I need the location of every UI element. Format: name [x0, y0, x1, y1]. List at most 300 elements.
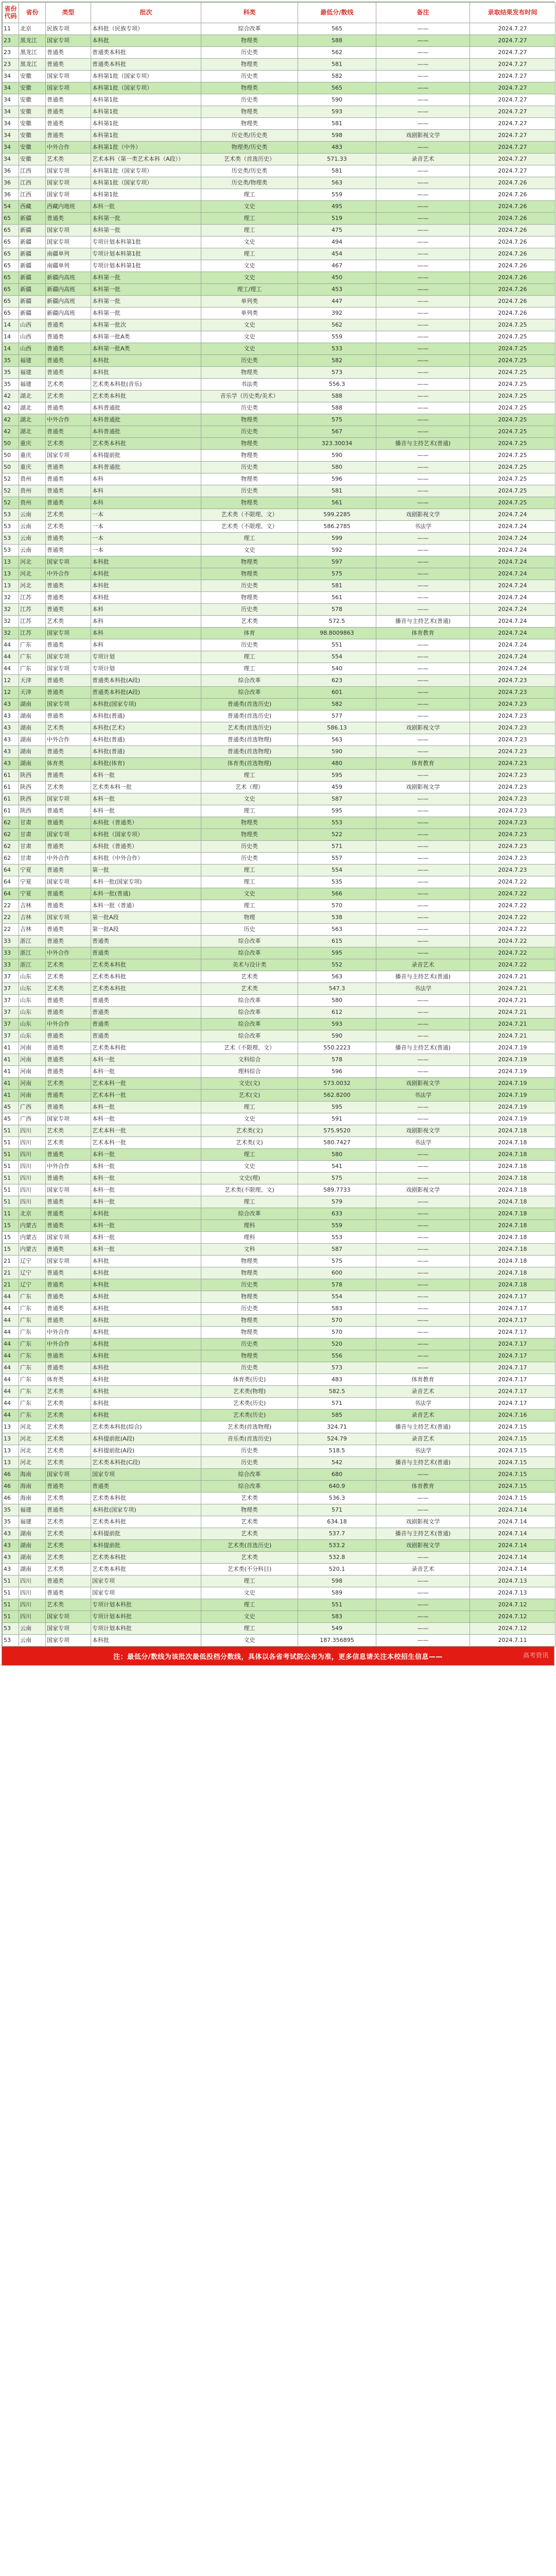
batch-cell: 本科 — [91, 628, 201, 639]
score-cell: 565 — [298, 23, 376, 35]
score-cell: 588 — [298, 35, 376, 47]
note-cell: —— — [376, 663, 470, 675]
score-cell: 561 — [298, 592, 376, 604]
type-cell: 艺术类 — [46, 1564, 91, 1575]
batch-cell: 一本 — [91, 533, 201, 545]
table-row — [3, 770, 555, 782]
table-row — [3, 959, 555, 971]
province-code-cell: 44 — [3, 1362, 19, 1374]
batch-cell: 本科批 — [91, 1256, 201, 1267]
subject-cell: 文史 — [201, 545, 298, 556]
type-cell: 中外合作 — [46, 734, 91, 746]
date-cell: 2024.7.23 — [470, 817, 555, 829]
type-cell: 国家专项 — [46, 1611, 91, 1623]
date-cell: 2024.7.24 — [470, 568, 555, 580]
province-cell: 河北 — [19, 568, 46, 580]
province-code-cell: 21 — [3, 1279, 19, 1291]
score-cell: 562.8200 — [298, 1090, 376, 1101]
table-row — [3, 746, 555, 758]
score-cell: 522 — [298, 829, 376, 841]
table-header — [3, 3, 555, 23]
note-cell: —— — [376, 47, 470, 59]
type-cell: 普通类 — [46, 331, 91, 343]
province-code-cell: 62 — [3, 829, 19, 841]
type-cell: 普通类 — [46, 47, 91, 59]
batch-cell: 艺术类本科批 — [91, 1516, 201, 1528]
province-cell: 山东 — [19, 1030, 46, 1042]
type-cell: 普通类 — [46, 1587, 91, 1599]
type-cell: 普通类 — [46, 545, 91, 556]
subject-cell: 物理类 — [201, 414, 298, 426]
note-cell: 录音艺术 — [376, 154, 470, 165]
type-cell: 普通类 — [46, 1362, 91, 1374]
province-code-cell: 42 — [3, 426, 19, 438]
note-cell: —— — [376, 1279, 470, 1291]
date-cell: 2024.7.18 — [470, 1244, 555, 1256]
batch-cell: 本科批 — [91, 355, 201, 367]
province-code-cell: 13 — [3, 1445, 19, 1457]
note-cell: —— — [376, 1054, 470, 1066]
batch-cell: 本科一批 — [91, 1244, 201, 1256]
subject-cell: 艺术（理） — [201, 782, 298, 793]
batch-cell: 本科第一批 — [91, 272, 201, 284]
type-cell: 国家专项 — [46, 71, 91, 82]
date-cell: 2024.7.26 — [470, 213, 555, 225]
score-cell: 575 — [298, 568, 376, 580]
table-row — [3, 1196, 555, 1208]
subject-cell: 艺术类（不限理、文） — [201, 521, 298, 533]
type-cell: 国家专项 — [46, 876, 91, 888]
table-row — [3, 1054, 555, 1066]
batch-cell: 艺术类本科批 — [91, 971, 201, 983]
date-cell: 2024.7.23 — [470, 699, 555, 710]
date-cell: 2024.7.27 — [470, 154, 555, 165]
batch-cell: 本科第一批次 — [91, 319, 201, 331]
batch-cell: 本科批 — [91, 1303, 201, 1315]
subject-cell: 艺术类(不限理、文) — [201, 1184, 298, 1196]
province-cell: 山东 — [19, 983, 46, 995]
note-cell: —— — [376, 1149, 470, 1161]
province-code-cell: 50 — [3, 450, 19, 462]
type-cell: 普通类 — [46, 1350, 91, 1362]
subject-cell: 文科 — [201, 1244, 298, 1256]
table-row — [3, 308, 555, 319]
type-cell: 艺术类 — [46, 959, 91, 971]
note-cell: —— — [376, 900, 470, 912]
table-row — [3, 533, 555, 545]
province-code-cell: 34 — [3, 154, 19, 165]
province-cell: 辽宁 — [19, 1279, 46, 1291]
date-cell: 2024.7.27 — [470, 82, 555, 94]
date-cell: 2024.7.17 — [470, 1327, 555, 1338]
subject-cell: 理工 — [201, 1623, 298, 1635]
note-cell: 播音与主持艺术(普通) — [376, 1421, 470, 1433]
table-row — [3, 971, 555, 983]
table-row — [3, 699, 555, 710]
province-code-cell: 12 — [3, 675, 19, 687]
note-cell: —— — [376, 1350, 470, 1362]
subject-cell: 理工 — [201, 663, 298, 675]
date-cell: 2024.7.18 — [470, 1184, 555, 1196]
province-code-cell: 50 — [3, 462, 19, 473]
note-cell: —— — [376, 1267, 470, 1279]
subject-cell: 物理类 — [201, 1256, 298, 1267]
province-code-cell: 14 — [3, 343, 19, 355]
subject-cell: 理工 — [201, 1149, 298, 1161]
footer-text: 注：最低分/数线为该批次最低投档分数线，具体以各省考试院公布为准，更多信息请关注本校招生信息—— — [113, 1653, 443, 1661]
province-cell: 广东 — [19, 1362, 46, 1374]
type-cell: 普通类 — [46, 639, 91, 651]
subject-cell: 艺术类（首选历史） — [201, 154, 298, 165]
table-row — [3, 1374, 555, 1386]
province-code-cell: 15 — [3, 1220, 19, 1232]
province-cell: 湖南 — [19, 1540, 46, 1552]
subject-cell: 理工 — [201, 1101, 298, 1113]
note-cell: —— — [376, 746, 470, 758]
type-cell: 普通类 — [46, 865, 91, 876]
table-row — [3, 130, 555, 142]
subject-cell: 艺术类 — [201, 616, 298, 628]
province-cell: 海南 — [19, 1469, 46, 1481]
subject-cell: 物理类 — [201, 1504, 298, 1516]
type-cell: 普通类 — [46, 1101, 91, 1113]
note-cell: 戏剧影视文学 — [376, 722, 470, 734]
table-row — [3, 1350, 555, 1362]
province-cell: 新疆 — [19, 248, 46, 260]
note-cell: 体育教育 — [376, 758, 470, 770]
subject-cell: 综合改革 — [201, 1019, 298, 1030]
type-cell: 普通类 — [46, 805, 91, 817]
province-code-cell: 44 — [3, 651, 19, 663]
table-row — [3, 1481, 555, 1493]
score-cell: 551 — [298, 1599, 376, 1611]
subject-cell: 文史 — [201, 1161, 298, 1173]
type-cell: 普通类 — [46, 1267, 91, 1279]
score-cell: 575 — [298, 414, 376, 426]
batch-cell: 本科一批 — [91, 793, 201, 805]
batch-cell: 一本 — [91, 509, 201, 521]
batch-cell: 本科批（普通类） — [91, 817, 201, 829]
table-row — [3, 995, 555, 1007]
table-row — [3, 592, 555, 604]
province-code-cell: 23 — [3, 47, 19, 59]
date-cell: 2024.7.24 — [470, 580, 555, 592]
subject-cell: 物理类 — [201, 450, 298, 462]
batch-cell: 本科普通批 — [91, 402, 201, 414]
date-cell: 2024.7.23 — [470, 675, 555, 687]
subject-cell: 理工 — [201, 876, 298, 888]
province-code-cell: 34 — [3, 94, 19, 106]
subject-cell: 物理类 — [201, 556, 298, 568]
type-cell: 艺术类 — [46, 1398, 91, 1410]
score-cell: 586.13 — [298, 722, 376, 734]
table-row — [3, 1303, 555, 1315]
table-row — [3, 1113, 555, 1125]
date-cell: 2024.7.23 — [470, 722, 555, 734]
table-row — [3, 1540, 555, 1552]
table-row — [3, 1493, 555, 1504]
table-row — [3, 82, 555, 94]
type-cell: 国家专项 — [46, 165, 91, 177]
table-row — [3, 1445, 555, 1457]
date-cell: 2024.7.18 — [470, 1267, 555, 1279]
province-code-cell: 65 — [3, 248, 19, 260]
batch-cell: 专项计划本科第1批 — [91, 236, 201, 248]
date-cell: 2024.7.13 — [470, 1587, 555, 1599]
batch-cell: 本科第一批A类 — [91, 331, 201, 343]
score-cell: 562 — [298, 319, 376, 331]
score-cell: 573 — [298, 1362, 376, 1374]
batch-cell: 本科批 — [91, 580, 201, 592]
type-cell: 普通类 — [46, 1149, 91, 1161]
date-cell: 2024.7.27 — [470, 130, 555, 142]
note-cell: 体育教育 — [376, 1481, 470, 1493]
subject-cell: 物理类 — [201, 82, 298, 94]
note-cell: 播音与主持艺术(普通) — [376, 1457, 470, 1469]
type-cell: 艺术类 — [46, 1421, 91, 1433]
score-cell: 580 — [298, 995, 376, 1007]
header-row — [3, 3, 555, 23]
batch-cell: 艺术类本科批 — [91, 438, 201, 450]
note-cell: —— — [376, 485, 470, 497]
date-cell: 2024.7.19 — [470, 1042, 555, 1054]
batch-cell: 本科批 — [91, 367, 201, 379]
table-row — [3, 201, 555, 213]
note-cell: —— — [376, 367, 470, 379]
date-cell: 2024.7.27 — [470, 165, 555, 177]
table-row — [3, 154, 555, 165]
subject-cell: 历史类 — [201, 639, 298, 651]
date-cell: 2024.7.18 — [470, 1137, 555, 1149]
date-cell: 2024.7.23 — [470, 770, 555, 782]
type-cell: 国家专项 — [46, 177, 91, 189]
province-cell: 广东 — [19, 1338, 46, 1350]
subject-cell: 文史 — [201, 343, 298, 355]
table-row — [3, 1267, 555, 1279]
batch-cell: 国家专项 — [91, 1587, 201, 1599]
subject-cell: 历史类 — [201, 1445, 298, 1457]
batch-cell: 本科第1批 — [91, 94, 201, 106]
subject-cell: 物理类 — [201, 1350, 298, 1362]
admission-score-table — [2, 2, 555, 1647]
note-cell: —— — [376, 296, 470, 308]
province-code-cell: 33 — [3, 959, 19, 971]
table-row — [3, 1244, 555, 1256]
province-code-cell: 65 — [3, 308, 19, 319]
score-cell: 579 — [298, 1196, 376, 1208]
score-cell: 577 — [298, 710, 376, 722]
date-cell: 2024.7.26 — [470, 296, 555, 308]
type-cell: 国家专项 — [46, 236, 91, 248]
table-row — [3, 1552, 555, 1564]
province-cell: 浙江 — [19, 947, 46, 959]
table-row — [3, 1516, 555, 1528]
subject-cell: 艺术类 — [201, 983, 298, 995]
table-row — [3, 983, 555, 995]
batch-cell: 本科第1批（国家专项） — [91, 177, 201, 189]
type-cell: 普通类 — [46, 1481, 91, 1493]
note-cell: —— — [376, 402, 470, 414]
batch-cell: 普通类 — [91, 995, 201, 1007]
subject-cell: 文史 — [201, 319, 298, 331]
province-code-cell: 65 — [3, 213, 19, 225]
note-cell: 书法学 — [376, 1137, 470, 1149]
subject-cell: 文史 — [201, 236, 298, 248]
province-cell: 河南 — [19, 1078, 46, 1090]
note-cell: —— — [376, 177, 470, 189]
subject-cell: 艺术类 — [201, 971, 298, 983]
province-cell: 河北 — [19, 556, 46, 568]
province-cell: 江西 — [19, 189, 46, 201]
note-cell: —— — [376, 343, 470, 355]
note-cell: —— — [376, 675, 470, 687]
note-cell: —— — [376, 1469, 470, 1481]
note-cell: —— — [376, 59, 470, 71]
score-cell: 592 — [298, 545, 376, 556]
province-cell: 陕西 — [19, 770, 46, 782]
province-code-cell: 41 — [3, 1054, 19, 1066]
note-cell: 书法学 — [376, 1398, 470, 1410]
score-cell: 581 — [298, 59, 376, 71]
note-cell: —— — [376, 236, 470, 248]
type-cell: 普通类 — [46, 888, 91, 900]
subject-cell: 物理类 — [201, 367, 298, 379]
table-row — [3, 1279, 555, 1291]
table-row — [3, 272, 555, 284]
province-cell: 江西 — [19, 165, 46, 177]
type-cell: 国家专项 — [46, 663, 91, 675]
type-cell: 艺术类 — [46, 782, 91, 793]
date-cell: 2024.7.18 — [470, 1232, 555, 1244]
note-cell: —— — [376, 1030, 470, 1042]
type-cell: 普通类 — [46, 1504, 91, 1516]
note-cell: —— — [376, 1635, 470, 1647]
province-cell: 广东 — [19, 1386, 46, 1398]
subject-cell: 理工 — [201, 189, 298, 201]
subject-cell: 理工 — [201, 1599, 298, 1611]
province-cell: 云南 — [19, 521, 46, 533]
table-row — [3, 379, 555, 391]
score-cell: 578 — [298, 604, 376, 616]
table-row — [3, 450, 555, 462]
note-cell: 戏剧影视文学 — [376, 782, 470, 793]
date-cell: 2024.7.24 — [470, 663, 555, 675]
table-row — [3, 355, 555, 367]
type-cell: 普通类 — [46, 580, 91, 592]
date-cell: 2024.7.26 — [470, 189, 555, 201]
date-cell: 2024.7.15 — [470, 1481, 555, 1493]
date-cell: 2024.7.22 — [470, 959, 555, 971]
note-cell: —— — [376, 912, 470, 924]
type-cell: 艺术类 — [46, 438, 91, 450]
province-cell: 湖南 — [19, 758, 46, 770]
batch-cell: 第一批 — [91, 865, 201, 876]
province-cell: 四川 — [19, 1161, 46, 1173]
province-cell: 湖北 — [19, 426, 46, 438]
province-code-cell: 53 — [3, 533, 19, 545]
note-cell: —— — [376, 876, 470, 888]
batch-cell: 本科批 — [91, 592, 201, 604]
type-cell: 普通类 — [46, 533, 91, 545]
date-cell: 2024.7.15 — [470, 1457, 555, 1469]
score-cell: 392 — [298, 308, 376, 319]
province-code-cell: 53 — [3, 1623, 19, 1635]
batch-cell: 艺术本科一批 — [91, 1137, 201, 1149]
batch-cell: 本科一批(普通) — [91, 888, 201, 900]
note-cell: —— — [376, 82, 470, 94]
province-cell: 广西 — [19, 1101, 46, 1113]
subject-cell: 物理类 — [201, 568, 298, 580]
subject-cell: 艺术类 — [201, 1528, 298, 1540]
table-row — [3, 758, 555, 770]
type-cell: 国家专项 — [46, 1113, 91, 1125]
province-code-cell: 11 — [3, 23, 19, 35]
batch-cell: 本科提前批(A段) — [91, 1433, 201, 1445]
score-cell: 559 — [298, 189, 376, 201]
table-row — [3, 1635, 555, 1647]
note-cell: 书法学 — [376, 983, 470, 995]
note-cell: —— — [376, 426, 470, 438]
type-cell: 普通类 — [46, 710, 91, 722]
date-cell: 2024.7.14 — [470, 1540, 555, 1552]
province-code-cell: 32 — [3, 616, 19, 628]
note-cell: —— — [376, 1007, 470, 1019]
province-cell: 河南 — [19, 1042, 46, 1054]
province-cell: 山西 — [19, 331, 46, 343]
province-code-cell: 36 — [3, 177, 19, 189]
date-cell: 2024.7.15 — [470, 1493, 555, 1504]
province-cell: 云南 — [19, 533, 46, 545]
score-cell: 480 — [298, 758, 376, 770]
column-header: 科类 — [201, 3, 298, 23]
score-cell: 591 — [298, 1113, 376, 1125]
batch-cell: 本科第1批（国家专项） — [91, 82, 201, 94]
date-cell: 2024.7.23 — [470, 710, 555, 722]
table-row — [3, 59, 555, 71]
province-cell: 广东 — [19, 651, 46, 663]
subject-cell: 理工 — [201, 1575, 298, 1587]
province-cell: 四川 — [19, 1125, 46, 1137]
subject-cell: 综合改革 — [201, 687, 298, 699]
note-cell: —— — [376, 793, 470, 805]
date-cell: 2024.7.26 — [470, 177, 555, 189]
province-code-cell: 32 — [3, 628, 19, 639]
type-cell: 艺术类 — [46, 1125, 91, 1137]
province-code-cell: 61 — [3, 805, 19, 817]
table-row — [3, 1149, 555, 1161]
subject-cell: 单列类 — [201, 296, 298, 308]
table-row — [3, 1232, 555, 1244]
subject-cell: 物理类 — [201, 473, 298, 485]
province-cell: 黑龙江 — [19, 35, 46, 47]
batch-cell: 本科第1批（中外） — [91, 142, 201, 154]
province-code-cell: 42 — [3, 414, 19, 426]
date-cell: 2024.7.23 — [470, 734, 555, 746]
note-cell: —— — [376, 947, 470, 959]
table-row — [3, 1528, 555, 1540]
province-code-cell: 52 — [3, 485, 19, 497]
batch-cell: 艺术类本科批(音乐) — [91, 379, 201, 391]
province-cell: 黑龙江 — [19, 59, 46, 71]
table-row — [3, 663, 555, 675]
batch-cell: 本科一批 — [91, 770, 201, 782]
type-cell: 普通类 — [46, 319, 91, 331]
province-cell: 四川 — [19, 1611, 46, 1623]
score-cell: 571 — [298, 1504, 376, 1516]
score-cell: 537.7 — [298, 1528, 376, 1540]
table-row — [3, 331, 555, 343]
table-row — [3, 853, 555, 865]
